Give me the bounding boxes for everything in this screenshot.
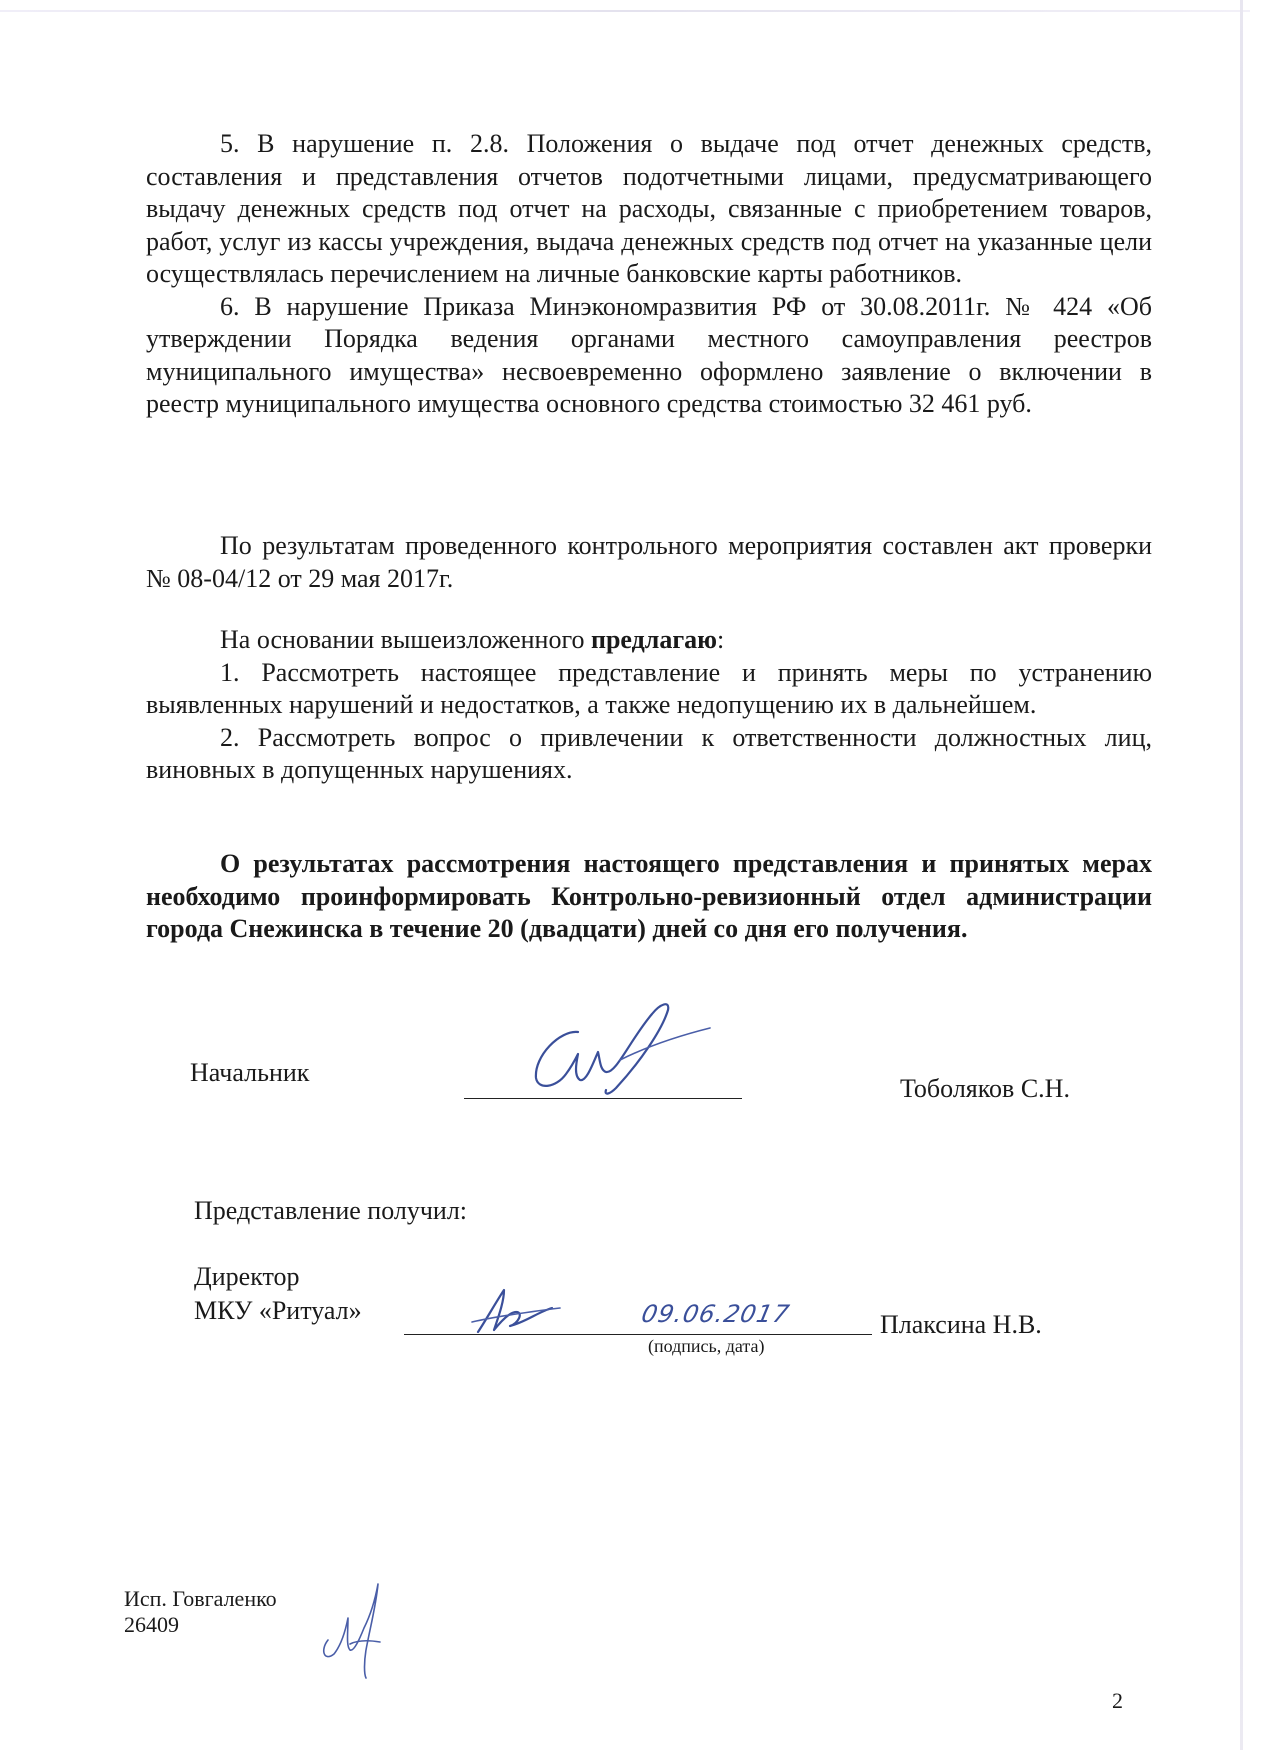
receiver-name: Плаксина Н.В.	[880, 1310, 1042, 1339]
proposals-intro-suffix: :	[717, 625, 725, 654]
head-position: Начальник	[190, 1058, 310, 1087]
receiver-position-line1: Директор	[194, 1262, 300, 1291]
notice-section	[146, 848, 1152, 946]
received-label: Представление получил:	[194, 1196, 468, 1225]
results-section	[146, 530, 1152, 595]
violation-item-5: 5. В нарушение п. 2.8. Положения о выдаче под отчет денежных средств, составления и представления отчетов подотчетными лицами, предусматривающего выдачу денежных средств под отчет на расходы, связанные с приобретением товаров, работ, услуг из кассы учреждения, выдача денежных средств под отчет на указанные цели осуществлялась перечислением на личные банковские карты работников.	[146, 129, 1152, 288]
proposals-intro	[146, 624, 1152, 657]
page-edge-top	[0, 10, 1250, 12]
head-name: Тоболяков С.Н.	[900, 1074, 1070, 1103]
proposals-intro-bold: предлагаю	[590, 625, 718, 654]
receiver-handwritten-date: 09.06.2017	[639, 1300, 793, 1328]
notice-paragraph: О результатах рассмотрения настоящего представления и принятых мерах необходимо проинформировать Контрольно-ревизионный отдел администрации города Снежинска в течение 20 (двадцати) дней со дня его получения.	[146, 849, 1152, 943]
violations-section	[146, 128, 1152, 421]
receiver-position-line2: МКУ «Ритуал»	[194, 1296, 362, 1325]
proposal-item-1: 1. Рассмотреть настоящее представление и принять меры по устранению выявленных нарушений и недостатков, а также недопущению их в дальнейшем.	[146, 657, 1152, 719]
head-signature-image	[520, 996, 720, 1106]
results-paragraph: По результатам проведенного контрольного мероприятия составлен акт проверки № 08-04/12 от 29 мая 2017г.	[146, 531, 1152, 593]
page-edge-right	[1240, 0, 1243, 1750]
violation-item-6: 6. В нарушение Приказа Минэкономразвития РФ от 30.08.2011г. № 424 «Об утверждении Порядка ведения органами местного самоуправления реестров муниципального имущества» несвоевременно оформлено заявление о включении в реестр муниципального имущества основного средства стоимостью 32 461 руб.	[146, 291, 1152, 418]
receiver-signature-image	[468, 1282, 568, 1338]
executor-phone: 26409	[124, 1612, 179, 1637]
page-number: 2	[1112, 1688, 1123, 1713]
proposal-item-2: 2. Рассмотреть вопрос о привлечении к ответственности должностных лиц, виновных в допущенных нарушениях.	[146, 722, 1152, 784]
executor-initials-image	[320, 1578, 390, 1682]
signature-date-caption: (подпись, дата)	[648, 1336, 765, 1356]
proposals-intro-prefix: На основании вышеизложенного	[220, 625, 591, 654]
executor-name: Исп. Говгаленко	[124, 1586, 277, 1611]
proposals-section	[146, 624, 1152, 787]
